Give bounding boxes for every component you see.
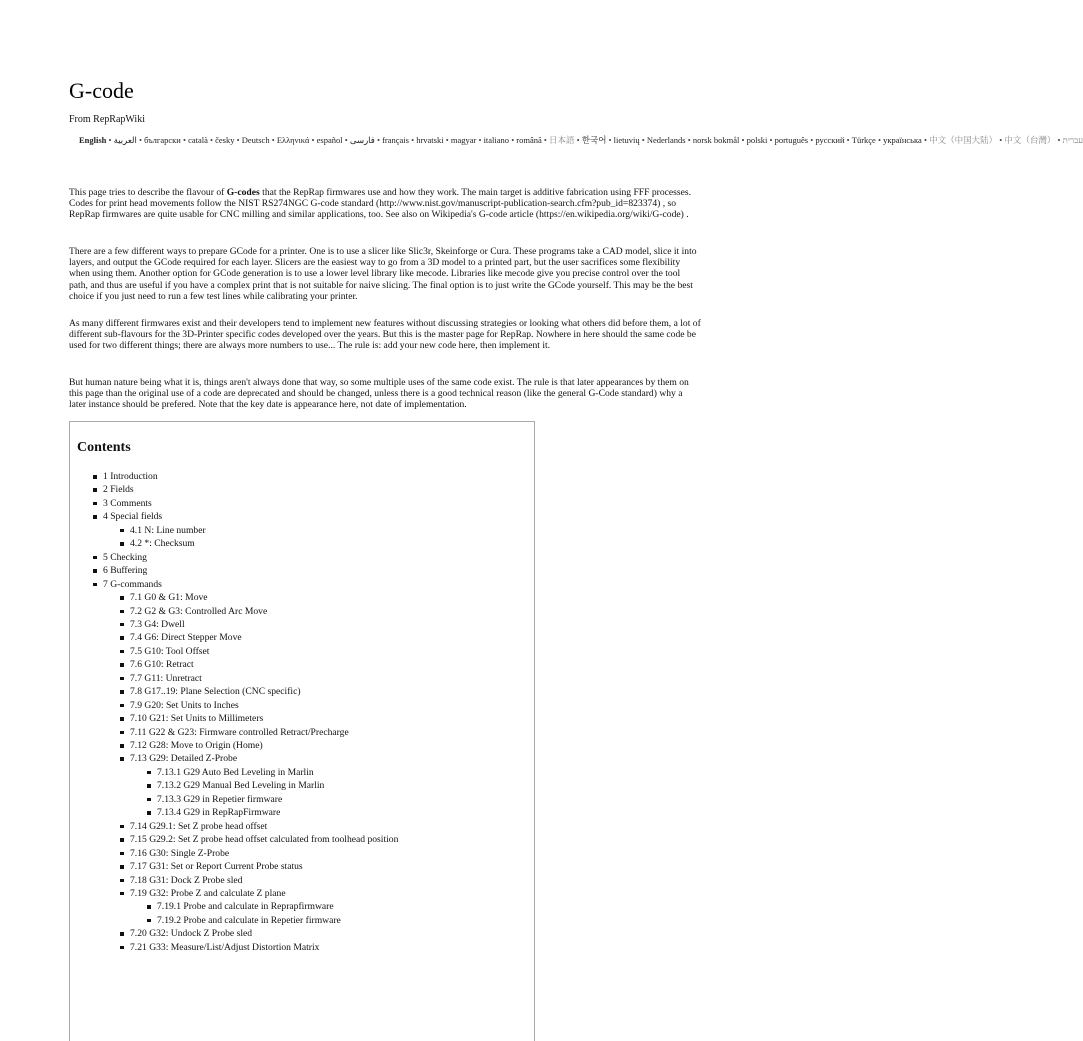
toc-item[interactable] — [157, 807, 280, 818]
toc-item[interactable] — [103, 498, 152, 509]
toc-item[interactable] — [130, 525, 206, 536]
toc-item[interactable] — [130, 740, 263, 751]
toc-item[interactable] — [130, 727, 349, 738]
language-link[interactable]: italiano — [483, 135, 510, 145]
language-separator: • — [767, 135, 775, 145]
toc-link[interactable]: 7.15 G29.2: Set Z probe head offset calculated from toolhead position — [130, 834, 399, 846]
toc-item[interactable] — [130, 875, 242, 886]
intro-bold-term: G-codes — [226, 187, 260, 198]
toc-link[interactable]: 7.1 G0 & G1: Move — [130, 592, 208, 604]
language-separator: • — [269, 135, 277, 145]
language-separator: • — [374, 135, 383, 145]
page-title: G-code — [69, 78, 134, 103]
language-separator: • — [1055, 135, 1063, 145]
language-link[interactable]: português — [774, 135, 809, 145]
language-link[interactable]: 中文（台灣） — [1004, 135, 1056, 145]
toc-link[interactable]: 7.5 G10: Tool Offset — [130, 645, 210, 657]
language-link[interactable]: українська — [883, 135, 922, 145]
toc-item[interactable] — [103, 565, 147, 576]
toc-link[interactable]: 7.9 G20: Set Units to Inches — [130, 699, 239, 711]
firmware-paragraph: As many different firmwares exist and their developers tend to implement new features without discussing strategies or looking what others did before them, a lot of different sub-flavours for the 3D-Printer specific codes developed over the years. But this is the master page for RepRap. Nowhere in here should the same code be used for two different things; there are always more numbers to use... The rule is: add your new code here, then implement it. — [69, 318, 701, 352]
toc-item[interactable] — [130, 942, 319, 953]
language-link[interactable]: català — [188, 135, 208, 145]
toc-item[interactable] — [130, 673, 202, 684]
language-link[interactable]: norsk bokmål — [692, 135, 740, 145]
toc-link[interactable]: 7.14 G29.1: Set Z probe head offset — [130, 820, 268, 832]
intro-paragraph — [69, 187, 701, 221]
toc-link[interactable]: 5 Checking — [103, 551, 147, 563]
language-separator: • — [606, 135, 614, 145]
page-subtitle: From RepRapWiki — [69, 114, 145, 125]
toc-item[interactable] — [130, 659, 194, 670]
toc-item[interactable] — [130, 686, 301, 697]
toc-item[interactable] — [130, 753, 237, 764]
language-link[interactable]: español — [316, 135, 343, 145]
language-link[interactable]: magyar — [450, 135, 477, 145]
toc-link[interactable]: 7.19.1 Probe and calculate in Reprapfirmware — [157, 901, 334, 913]
language-separator: • — [921, 135, 930, 145]
language-separator: • — [234, 135, 242, 145]
toc-link[interactable]: 7.13.1 G29 Auto Bed Leveling in Marlin — [157, 766, 314, 778]
language-separator: • — [408, 135, 417, 145]
toc-link[interactable]: 6 Buffering — [103, 565, 148, 577]
toc-item[interactable] — [130, 861, 303, 872]
language-separator: • — [997, 135, 1005, 145]
toc-item[interactable] — [157, 780, 324, 791]
toc-item[interactable] — [130, 538, 195, 549]
toc-link[interactable]: 7.21 G33: Measure/List/Adjust Distortion Matrix — [130, 941, 320, 953]
toc-item[interactable] — [130, 888, 286, 899]
toc-link[interactable]: 7.8 G17..19: Plane Selection (CNC specific) — [130, 686, 301, 698]
toc-item[interactable] — [157, 794, 282, 805]
toc-item[interactable] — [130, 632, 242, 643]
language-separator: • — [509, 135, 517, 145]
toc-item[interactable] — [103, 552, 147, 563]
language-link[interactable]: العربية — [113, 135, 137, 145]
toc-link[interactable]: 7.20 G32: Undock Z Probe sled — [130, 928, 253, 940]
toc-item[interactable] — [103, 471, 158, 482]
toc-link[interactable]: 7.10 G21: Set Units to Millimeters — [130, 713, 264, 725]
language-current: English — [79, 135, 107, 145]
toc-link[interactable]: 7 G-commands — [103, 578, 162, 590]
toc-item[interactable] — [130, 713, 263, 724]
language-link[interactable]: български — [144, 135, 181, 145]
language-link[interactable]: Deutsch — [241, 135, 270, 145]
toc-item[interactable] — [130, 928, 252, 939]
language-separator: • — [180, 135, 189, 145]
toc-link[interactable]: 7.19.2 Probe and calculate in Repetier firmware — [157, 914, 341, 926]
language-separator: • — [541, 135, 550, 145]
toc-item[interactable] — [157, 915, 341, 926]
toc-link[interactable]: 4 Special fields — [103, 511, 163, 523]
language-link[interactable]: русский — [815, 135, 845, 145]
toc-link[interactable]: 4.2 *: Checksum — [130, 538, 195, 550]
toc-link[interactable]: 7.12 G28: Move to Origin (Home) — [130, 740, 263, 751]
toc-link[interactable]: 7.11 G22 & G23: Firmware controlled Retract/Precharge — [130, 726, 349, 738]
toc-item[interactable] — [130, 619, 185, 630]
language-link[interactable]: עברית — [1062, 135, 1083, 145]
language-link[interactable]: 中文（中国大陆） — [929, 135, 998, 145]
language-link[interactable]: română — [516, 135, 542, 145]
toc-link[interactable]: 7.18 G31: Dock Z Probe sled — [130, 874, 243, 886]
rule-paragraph: But human nature being what it is, things aren't always done that way, so some multiple uses of the same code exist. The rule is that later appearances by them on this page than the original use of a code are deprecated and should be changed, unless there is a good technical reason (like the general G-Code standard) why a later instance should be prefered. Note that the key date is appearance here, not date of implementation. — [69, 377, 689, 411]
toc-link[interactable]: 4.1 N: Line number — [130, 524, 206, 536]
language-separator: • — [443, 135, 451, 145]
language-separator: • — [685, 135, 693, 145]
language-separator: • — [342, 135, 350, 145]
toc-item[interactable] — [103, 579, 162, 590]
language-link[interactable]: Türkçe — [851, 135, 876, 145]
toc-item[interactable] — [157, 767, 314, 778]
intro-text-start: This page tries to describe the flavour of — [69, 187, 227, 198]
toc-link[interactable]: 7.13.4 G29 in RepRapFirmware — [157, 807, 281, 819]
language-link[interactable]: hrvatski — [416, 135, 444, 145]
toc-link[interactable]: 1 Introduction — [103, 471, 158, 482]
slicer-paragraph: There are a few different ways to prepare GCode for a printer. One is to use a slicer like Slic3r, Skeinforge or Cura. These programs take a CAD model, slice it into layers, and output the GCode required for each layer. Slicers are the easiest way to go from a 3D model to a printed part, but the user sacrifices some flexibility when using them. Another option for GCode generation is to use a lower level library like mecode. Libraries like mecode give you precise control over the tool path, and thus are useful if you have a complex print that is not suitable for naive slicing. The final option is to just write the GCode yourself. This may be the best choice if you just need to run a few test lines while calibrating your printer. — [69, 246, 697, 302]
toc-item[interactable] — [103, 511, 162, 522]
language-link[interactable]: 한국어 — [581, 135, 607, 145]
toc-link[interactable]: 7.3 G4: Dwell — [130, 618, 185, 630]
toc-link[interactable]: 7.4 G6: Direct Stepper Move — [130, 632, 242, 644]
toc-item[interactable] — [130, 592, 208, 603]
language-link[interactable]: فارسی — [349, 135, 375, 145]
toc-item[interactable] — [130, 606, 267, 617]
language-separator: • — [844, 135, 852, 145]
language-separator: • — [476, 135, 484, 145]
toc-link[interactable]: 7.13 G29: Detailed Z-Probe — [130, 753, 238, 765]
toc-item[interactable] — [130, 821, 267, 832]
language-link[interactable]: Nederlands — [646, 135, 686, 145]
language-separator: • — [808, 135, 816, 145]
toc-link[interactable]: 7.2 G2 & G3: Controlled Arc Move — [130, 605, 268, 617]
toc-link[interactable]: 3 Comments — [103, 497, 152, 509]
toc-item[interactable] — [157, 901, 334, 912]
language-separator: • — [106, 135, 114, 145]
language-separator: • — [739, 135, 747, 145]
toc-item[interactable] — [130, 700, 239, 711]
toc-link[interactable]: 7.13.3 G29 in Repetier firmware — [157, 793, 283, 805]
language-link[interactable]: français — [382, 135, 409, 145]
toc-link[interactable]: 7.19 G32: Probe Z and calculate Z plane — [130, 887, 286, 899]
language-separator: • — [574, 135, 582, 145]
language-separator: • — [207, 135, 216, 145]
toc-link[interactable]: 7.16 G30: Single Z-Probe — [130, 847, 230, 859]
language-separator: • — [309, 135, 317, 145]
language-link[interactable]: 日本語 — [549, 135, 575, 145]
toc-item[interactable] — [130, 646, 209, 657]
toc-item[interactable] — [103, 484, 134, 495]
language-link[interactable]: česky — [215, 135, 235, 145]
language-separator: • — [639, 135, 647, 145]
language-list — [79, 135, 1083, 146]
toc-link[interactable]: 7.7 G11: Unretract — [130, 672, 202, 684]
intro-text-rest: that the RepRap firmwares use and how they work. The main target is additive fabrication using FFF processes. Codes for print head movements follow the NIST RS274NGC G-code standard (http://www.nist.gov/manuscript-publication-search.cfm?pub_id=823374) , so RepRap firmwares are quite usable for CNC milling and similar applications, too. See also on Wikipedia's G-code article (https://en.wikipedia.org/wiki/G-code) . — [69, 187, 692, 221]
toc-item[interactable] — [130, 848, 229, 859]
language-link[interactable]: Ελληνικά — [276, 135, 310, 145]
language-separator: • — [875, 135, 884, 145]
table-of-contents — [69, 421, 535, 1041]
language-separator: • — [136, 135, 145, 145]
toc-item[interactable] — [130, 834, 398, 845]
toc-link[interactable]: 2 Fields — [103, 484, 134, 496]
toc-link[interactable]: 7.6 G10: Retract — [130, 659, 194, 671]
toc-title: Contents — [77, 440, 131, 455]
toc-link[interactable]: 7.13.2 G29 Manual Bed Leveling in Marlin — [157, 780, 325, 792]
language-link[interactable]: lietuvių — [613, 135, 640, 145]
toc-link[interactable]: 7.17 G31: Set or Report Current Probe status — [130, 861, 303, 873]
language-link[interactable]: polski — [746, 135, 768, 145]
